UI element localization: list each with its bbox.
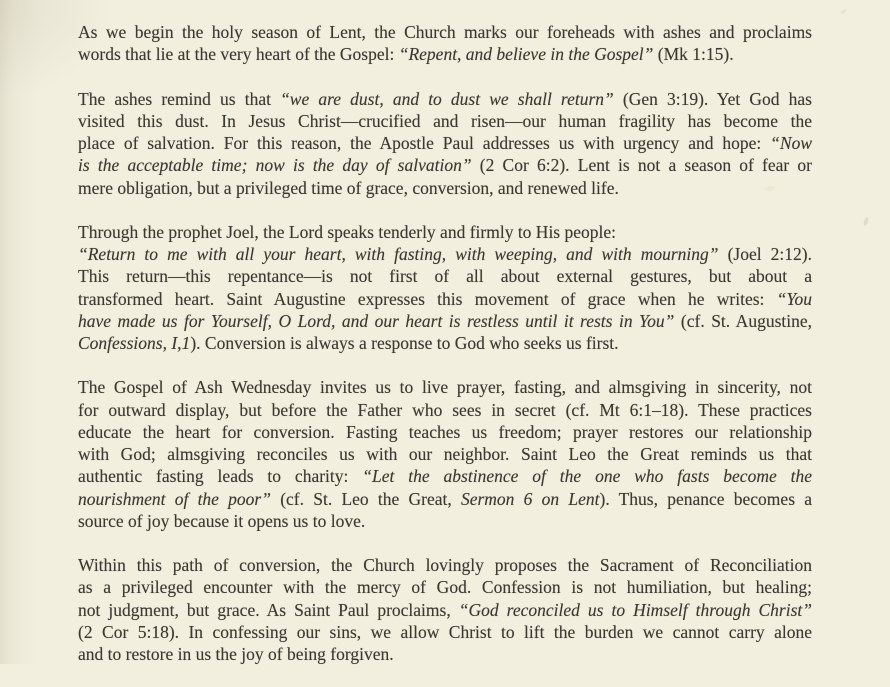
body-text: (2 Cor 6:2). Lent is not a season of fear or: [471, 155, 812, 176]
text-line: [78, 288, 812, 310]
body-text: visited this dust. In Jesus Christ—crucified and risen—our human fragility has become the: [78, 110, 812, 131]
body-text: and to restore in us the joy of being forgiven.: [78, 644, 394, 664]
body-text: as a privileged encounter with the mercy of God. Confession is not humiliation, but healing;: [78, 577, 812, 598]
text-line: [78, 554, 812, 576]
text-line: [78, 265, 812, 287]
text-line: [78, 88, 812, 110]
body-text: transformed heart. Saint Augustine expresses this movement of grace when he writes:: [78, 288, 777, 309]
body-text: for outward display, but before the Father who sees in secret (cf. Mt 6:1–18). These practices: [78, 399, 812, 420]
quote-text: is the acceptable time; now is the day of salvation”: [78, 155, 472, 176]
quote-text: nourishment of the poor”: [78, 488, 271, 509]
text-line: [78, 332, 812, 354]
paragraph-3: [78, 221, 812, 355]
body-text: (Joel 2:12).: [718, 244, 812, 264]
text-line: [78, 399, 812, 421]
body-text: Within this path of conversion, the Church lovingly proposes the Sacrament of Reconciliation: [78, 555, 812, 575]
text-line: [78, 110, 812, 132]
text-line: [78, 221, 812, 243]
text-line: [78, 488, 812, 510]
body-text: (cf. St. Leo the Great,: [270, 488, 461, 509]
paragraph-2: [78, 88, 812, 199]
text-line: [78, 421, 812, 443]
body-text: (Gen 3:19). Yet God has: [613, 88, 812, 109]
quote-text: “Let the abstinence of the one who fasts become the: [362, 466, 813, 487]
scan-speck: [863, 217, 870, 227]
body-text: ). Thus, penance becomes a: [599, 488, 812, 509]
body-text: This return—this repentance—is not first of all about external gestures, but about a: [78, 266, 812, 287]
body-text: The ashes remind us that: [78, 88, 281, 109]
scan-speck: [840, 8, 847, 14]
body-text: educate the heart for conversion. Fasting teaches us freedom; prayer restores our relationship: [78, 421, 812, 442]
paragraph-4: [78, 376, 812, 532]
text-line: [78, 154, 812, 176]
quote-text: “Repent, and believe in the Gospel”: [398, 44, 654, 65]
body-text: authentic fasting leads to charity:: [78, 466, 363, 487]
body-text: ). Conversion is always a response to God who seeks us first.: [190, 333, 619, 353]
text-line: [78, 132, 812, 154]
quote-text: “Return to me with all your heart, with fasting, with weeping, and with mourning”: [78, 244, 719, 264]
body-text: As we begin the holy season of Lent, the Church marks our foreheads with ashes and proclaims: [78, 22, 812, 42]
text-line: [78, 510, 812, 532]
paragraph-1: [78, 21, 812, 66]
text-line: [78, 376, 812, 398]
body-text: source of joy because it opens us to love.: [78, 510, 366, 531]
text-column: [78, 21, 812, 687]
text-line: [78, 177, 812, 199]
body-text: mere obligation, but a privileged time of grace, conversion, and renewed life.: [78, 177, 619, 198]
text-line: [78, 310, 812, 332]
text-line: [78, 465, 812, 487]
text-line: [78, 21, 812, 43]
quote-text: have made us for Yourself, O Lord, and our heart is restless until it rests in You”: [78, 310, 675, 331]
text-line: [78, 621, 812, 643]
text-line: [78, 643, 812, 665]
body-text: (2 Cor 5:18). In confessing our sins, we allow Christ to lift the burden we cannot carry alone: [78, 621, 812, 642]
paragraph-5: [78, 554, 812, 665]
text-line: [78, 43, 812, 65]
quote-text: Confessions, I,1: [78, 333, 191, 353]
body-text: with God; almsgiving reconciles us with our neighbor. Saint Leo the Great reminds us that: [78, 444, 812, 464]
body-text: (cf. St. Augustine,: [674, 310, 812, 331]
text-line: [78, 443, 812, 465]
text-line: [78, 599, 812, 621]
quote-text: Sermon 6 on Lent: [460, 488, 600, 509]
quote-text: “God reconciled us to Himself through Christ”: [458, 599, 812, 620]
quote-text: “Now: [770, 133, 812, 153]
body-text: (Mk 1:15).: [653, 44, 734, 65]
text-line: [78, 576, 812, 598]
body-text: The Gospel of Ash Wednesday invites us to live prayer, fasting, and almsgiving in sincerity, not: [78, 377, 812, 398]
text-line: [78, 243, 812, 265]
body-text: not judgment, but grace. As Saint Paul proclaims,: [78, 599, 459, 620]
body-text: words that lie at the very heart of the Gospel:: [78, 44, 399, 65]
quote-text: “You: [776, 288, 812, 309]
body-text: Through the prophet Joel, the Lord speaks tenderly and firmly to His people:: [78, 221, 616, 242]
quote-text: “we are dust, and to dust we shall return”: [280, 88, 614, 109]
body-text: place of salvation. For this reason, the Apostle Paul addresses us with urgency and hope:: [78, 133, 771, 153]
